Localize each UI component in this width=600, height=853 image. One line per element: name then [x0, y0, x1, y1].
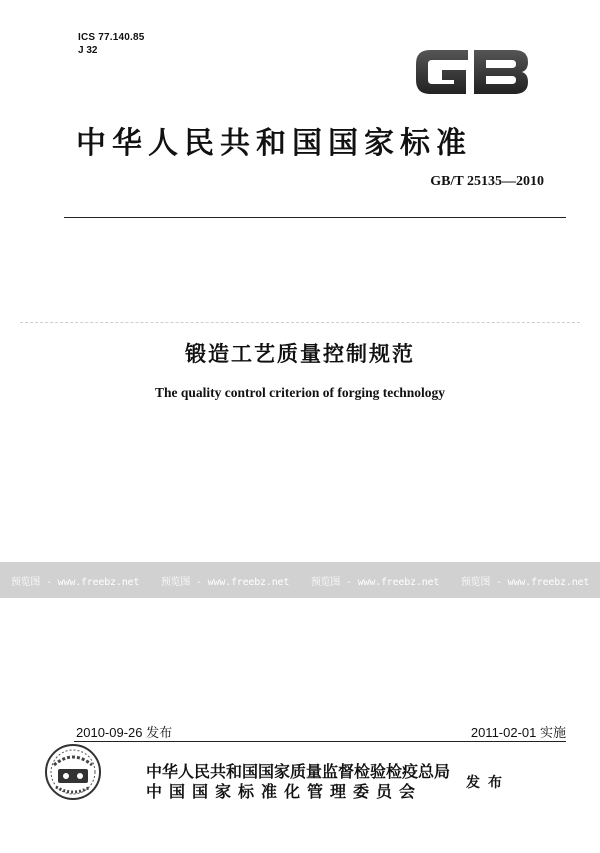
publish-label: 发布: [466, 775, 510, 791]
watermark-text: 预览图 - www.freebz.net: [160, 576, 290, 588]
watermark-band: [0, 562, 600, 598]
ics-code: ICS 77.140.85: [78, 32, 145, 43]
organization-title: 中华人民共和国国家标准: [76, 126, 472, 161]
footer-divider: [74, 741, 566, 742]
standard-number: GB/T 25135—2010: [430, 174, 544, 189]
issuer-name: 中华人民共和国国家质量监督检验检疫总局: [146, 762, 451, 781]
faint-divider: [20, 322, 580, 323]
implementation-date: 2011-02-01 实施: [470, 725, 566, 740]
issuer-block: [146, 762, 450, 802]
watermark-text: 预览图 - www.freebz.net: [10, 576, 140, 588]
watermark-text: 预览图 - www.freebz.net: [460, 576, 590, 588]
document-title-cn: 锻造工艺质量控制规范: [185, 342, 415, 366]
watermark-text: 预览图 - www.freebz.net: [310, 576, 440, 588]
ccs-code: J 32: [78, 45, 98, 56]
document-title-en: The quality control criterion of forging technology: [155, 385, 445, 400]
official-seal-icon: [44, 743, 102, 801]
header-divider: [64, 217, 566, 218]
gb-logo: [410, 40, 534, 104]
issuer-name: 中国国家标准化管理委员会: [146, 782, 423, 801]
issue-date: 2010-09-26 发布: [76, 725, 173, 740]
